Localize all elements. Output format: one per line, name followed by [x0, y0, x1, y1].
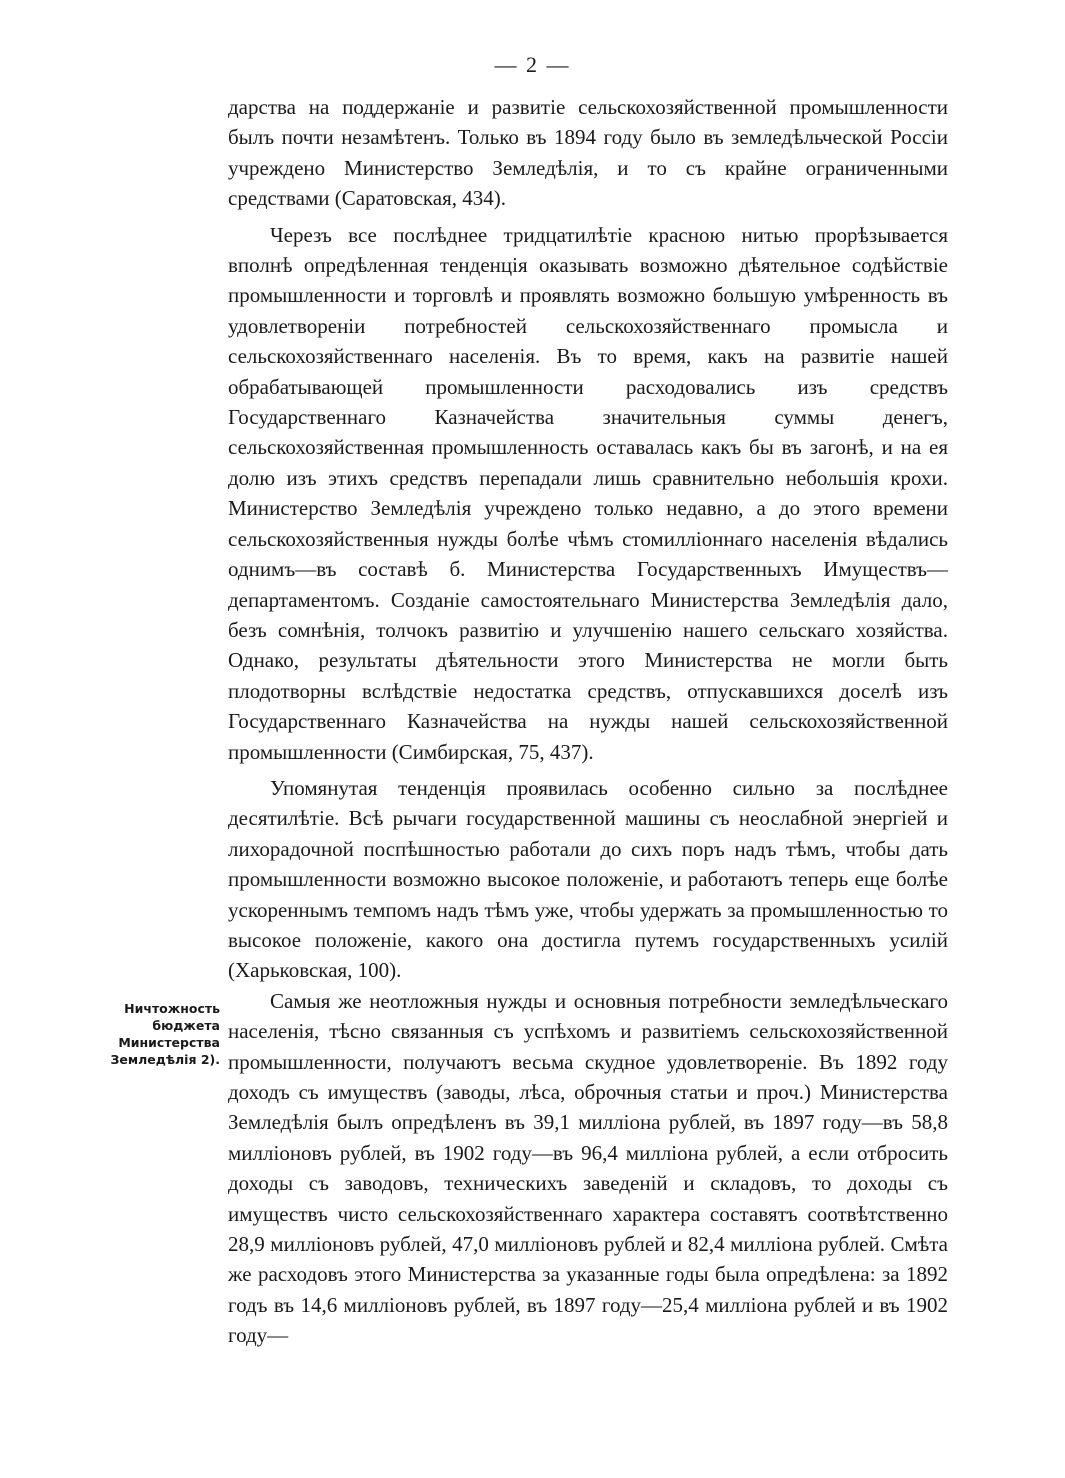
- page-number: — 2 —: [494, 52, 571, 77]
- paragraph: Черезъ все послѣднее тридцатилѣтіе красною нитью прорѣзывается вполнѣ опредѣленная тенденція оказывать возможно дѣятельное содѣйствіе промышленности и торговлѣ и проявлять возможно большую умѣренность въ удовлетвореніи потребностей сельскохозяйственнаго промысла и сельскохозяйственнаго населенія. Въ то время, какъ на развитіе нашей обрабатывающей промышленности расходовались изъ средствъ Государственнаго Казначейства значительныя суммы денегъ, сельскохозяйственная промышленность оставалась какъ бы въ загонѣ, и на ея долю изъ этихъ средствъ перепадали лишь сравнительно небольшія крохи. Министерство Земледѣлія учреждено только недавно, а до этого времени сельскохозяйственныя нужды болѣе чѣмъ стомилліоннаго населенія вѣдались однимъ—въ составѣ б. Министерства Государственныхъ Имуществъ—департаментомъ. Созданіе самостоятельнаго Министерства Земледѣлія дало, безъ сомнѣнія, толчокъ развитію и улучшенію нашего сельскаго хозяйства. Однако, результаты дѣятельности этого Министерства не могли быть плодотворны вслѣдствіе недостатка средствъ, отпускавшихся доселѣ изъ Государственнаго Казначейства на нужды нашей сельскохозяйственной промышленности (Симбирская, 75, 437).: [228, 222, 948, 764]
- body-text: [228, 92, 948, 1351]
- paragraph: Упомянутая тенденція проявилась особенно сильно за послѣднее десятилѣтіе. Всѣ рычаги государственной машины съ неослабной энергіей и лихорадочной поспѣшностью работали до сихъ поръ надъ тѣмъ, чтобы дать промышленности возможно высокое положеніе, и работаютъ теперь еще болѣе ускореннымъ темпомъ надъ тѣмъ уже, чтобы удержать за промышленностью то высокое положеніе, какого она достигла путемъ государственныхъ усилій (Харьковская, 100).: [228, 775, 948, 983]
- margin-note: Ничтожность бюджета Министерства Земледѣлія 2).: [110, 1001, 220, 1067]
- paragraph-continuation: дарства на поддержаніе и развитіе сельскохозяйственной промышленности былъ почти незамѣтенъ. Только въ 1894 году было въ земледѣльческой Россіи учреждено Министерство Земледѣлія, и то съ крайне ограниченными средствами (Саратовская, 434).: [228, 95, 948, 211]
- paragraph: Самыя же неотложныя нужды и основныя потребности земледѣльческаго населенія, тѣсно связанныя съ успѣхомъ и развитіемъ сельскохозяйственной промышленности, получаютъ весьма скудное удовлетвореніе. Въ 1892 году доходъ съ имуществъ (заводы, лѣса, оброчныя статьи и проч.) Министерства Земледѣлія былъ опредѣленъ въ 39,1 милліона рублей, въ 1897 году—въ 58,8 милліоновъ рублей, въ 1902 году—въ 96,4 милліона рублей, а если отбросить доходы съ заводовъ, техническихъ заведеній и складовъ, то доходы съ имуществъ чисто сельскохозяйственнаго характера составятъ соотвѣтственно 28,9 милліоновъ рублей, 47,0 милліоновъ рублей и 82,4 милліона рублей. Смѣта же расходовъ этого Министерства за указанные годы была опредѣлена: за 1892 годъ въ 14,6 милліоновъ рублей, въ 1897 году—25,4 милліона рублей и въ 1902 году—: [228, 988, 948, 1348]
